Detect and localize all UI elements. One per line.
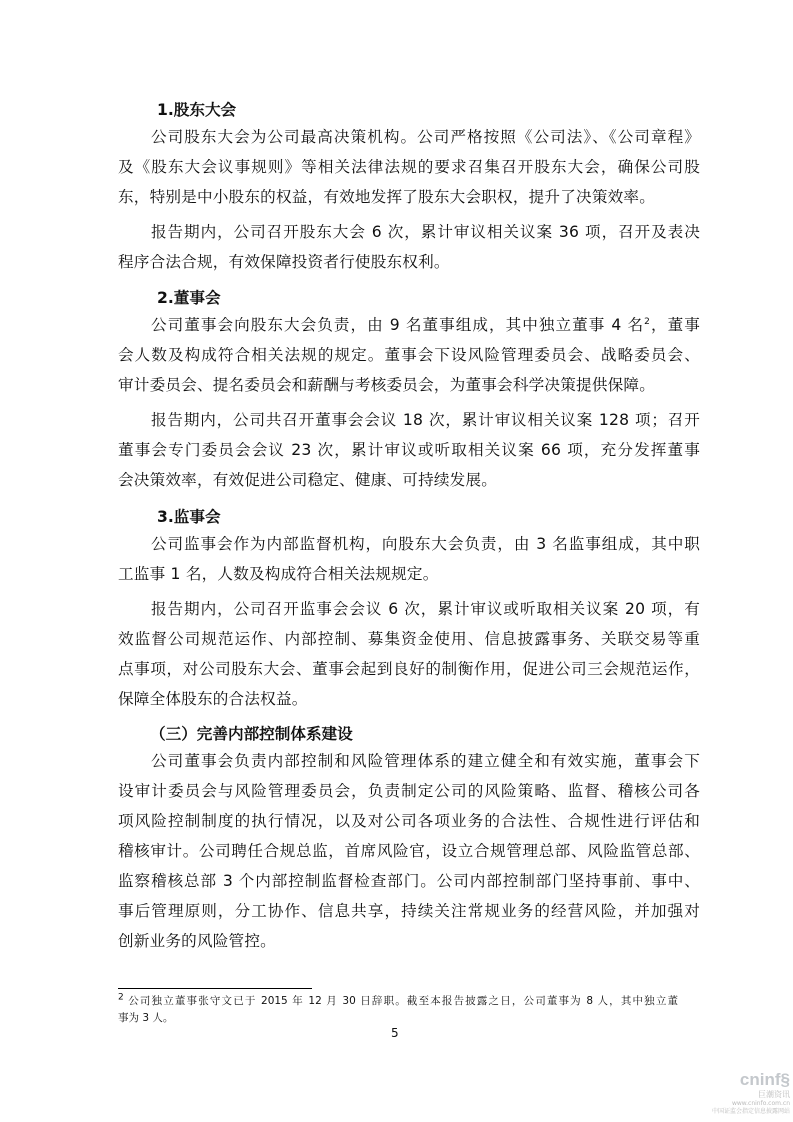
- footnote-number: 2: [118, 992, 124, 1003]
- text-line: 会人数及构成符合相关法规的规定。董事会下设风险管理委员会、战略委员会、: [118, 346, 700, 364]
- text-line: 程序合法合规，有效保障投资者行使股东权利。: [118, 253, 450, 271]
- section-heading-shareholders-meeting: 1.股东大会: [157, 101, 237, 119]
- text-line: 及《股东大会议事规则》等相关法律法规的要求召集召开股东大会，确保公司股: [118, 158, 700, 176]
- logo-swirl-icon: §: [780, 1070, 790, 1089]
- text-line: 报告期内，公司召开股东大会 6 次，累计审议相关议案 36 项，召开及表决: [151, 223, 700, 241]
- section-heading-internal-control: （三）完善内部控制体系建设: [150, 725, 353, 743]
- text-line: 点事项，对公司股东大会、董事会起到良好的制衡作用，促进公司三会规范运作，: [118, 660, 700, 678]
- section-heading-board: 2.董事会: [157, 289, 221, 307]
- text-line: 公司监事会作为内部监督机构，向股东大会负责，由 3 名监事组成，其中职: [151, 535, 700, 553]
- text-line: 项风险控制制度的执行情况，以及对公司各项业务的合法性、合规性进行评估和: [118, 812, 700, 830]
- watermark-logo: cninf§: [739, 1070, 790, 1089]
- text-line: 工监事 1 名，人数及构成符合相关法规规定。: [118, 565, 439, 583]
- text-line: 会决策效率，有效促进公司稳定、健康、可持续发展。: [118, 471, 498, 489]
- section-body-internal-control: [118, 746, 700, 956]
- footnote-line: [118, 993, 678, 1010]
- page-number: 5: [391, 1026, 399, 1040]
- text-line: 审计委员会、提名委员会和薪酬与考核委员会，为董事会科学决策提供保障。: [118, 376, 655, 394]
- text-line-with-footnote: [118, 310, 700, 340]
- text: ，董事: [650, 316, 700, 334]
- footnote-ref[interactable]: 2: [644, 316, 651, 327]
- footnote-text: 公司独立董事张守文已于 2015 年 12 月 30 日辞职。截至本报告披露之日，公司董事为 8 人，其中独立董: [128, 995, 678, 1007]
- footnote-line: 事为 3 人。: [118, 1012, 174, 1024]
- text-line: 东，特别是中小股东的权益，有效地发挥了股东大会职权，提升了决策效率。: [118, 188, 655, 206]
- section-heading-supervisory-board: 3.监事会: [157, 508, 221, 526]
- text-line: 创新业务的风险管控。: [118, 932, 276, 950]
- section-body-board: [118, 310, 700, 495]
- watermark-url: www.cninfo.com.cn: [731, 1100, 790, 1107]
- cninfo-watermark: [700, 1070, 790, 1116]
- watermark-name: 巨潮资讯: [758, 1090, 790, 1099]
- text: 公司董事会向股东大会负责，由 9 名董事组成，其中独立董事 4 名: [151, 316, 645, 334]
- text-line: 事后管理原则，分工协作、信息共享，持续关注常规业务的经营风险，并加强对: [118, 902, 700, 920]
- text-line: 效监督公司规范运作、内部控制、募集资金使用、信息披露事务、关联交易等重: [118, 630, 700, 648]
- watermark-tagline: 中国证监会指定信息披露网站: [711, 1108, 790, 1115]
- text-line: 保障全体股东的合法权益。: [118, 690, 308, 708]
- text-line: 公司董事会负责内部控制和风险管理体系的建立健全和有效实施，董事会下: [151, 752, 700, 770]
- footnote: [118, 993, 678, 1027]
- section-body-shareholders-meeting: [118, 122, 700, 277]
- section-body-supervisory-board: [118, 529, 700, 714]
- footnote-divider: [118, 988, 312, 989]
- text-line: 稽核审计。公司聘任合规总监，首席风险官，设立合规管理总部、风险监管总部、: [118, 842, 700, 860]
- text-line: 董事会专门委员会会议 23 次，累计审议或听取相关议案 66 项，充分发挥董事: [118, 441, 700, 459]
- text-line: 报告期内，公司召开监事会会议 6 次，累计审议或听取相关议案 20 项，有: [151, 600, 700, 618]
- text-line: 公司股东大会为公司最高决策机构。公司严格按照《公司法》、《公司章程》: [151, 128, 700, 146]
- text-line: 报告期内，公司共召开董事会会议 18 次，累计审议相关议案 128 项；召开: [151, 411, 700, 429]
- text-line: 设审计委员会与风险管理委员会，负责制定公司的风险策略、监督、稽核公司各: [118, 782, 700, 800]
- text-line: 监察稽核总部 3 个内部控制监督检查部门。公司内部控制部门坚持事前、事中、: [118, 872, 700, 890]
